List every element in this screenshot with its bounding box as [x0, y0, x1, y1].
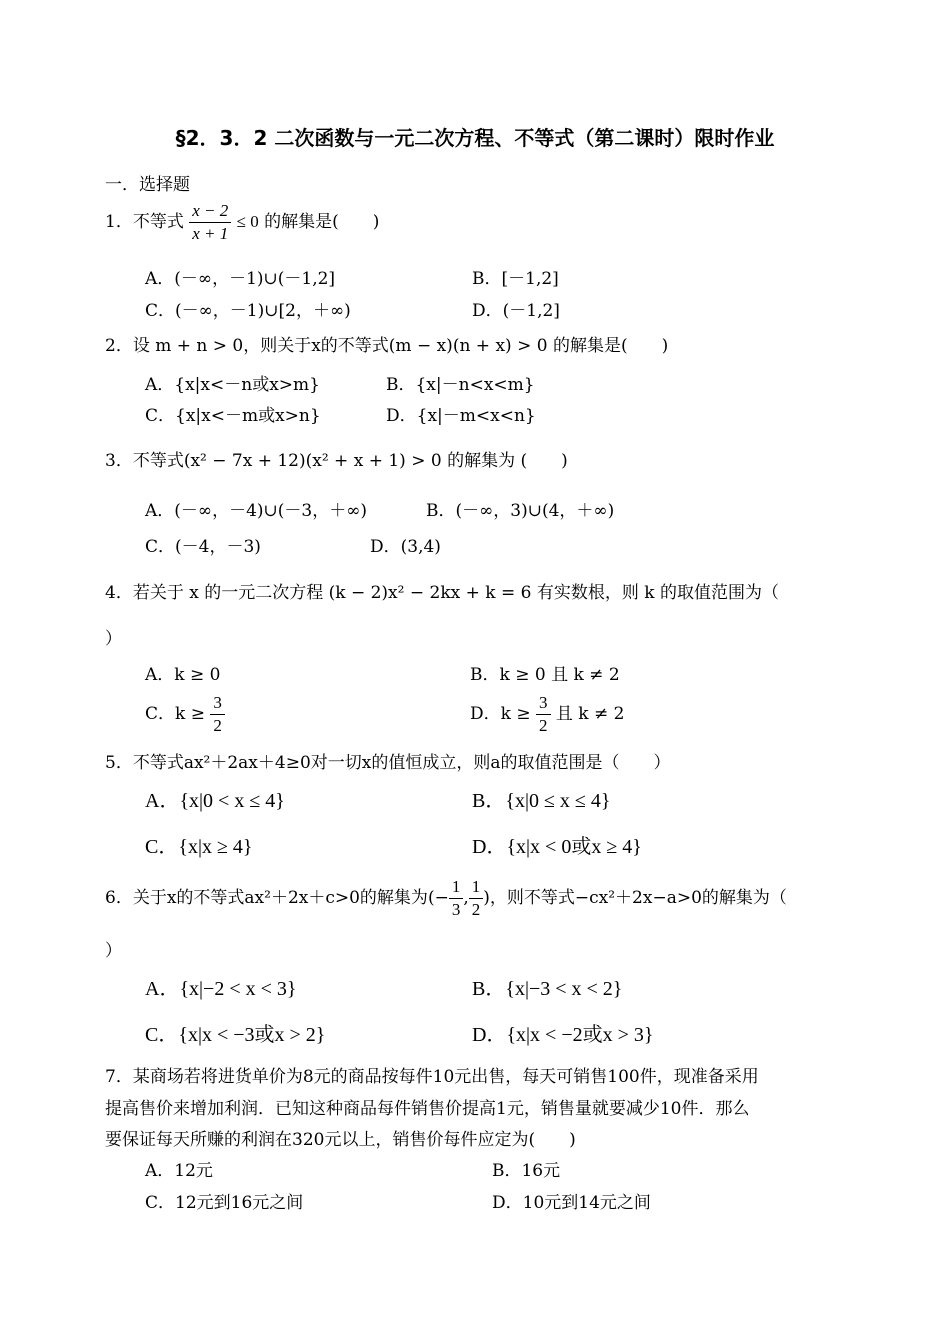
- q6-suffix: ，则不等式−cx²＋2x−a>0的解集为（: [489, 888, 787, 908]
- q6-f1-num: 1: [449, 876, 464, 899]
- q6-interval-open: (−: [427, 888, 449, 908]
- q6-fraction-2: [469, 876, 484, 921]
- q4-c-prefix: C．k ≥: [145, 704, 205, 724]
- q1-suffix: 的解集是( ): [264, 212, 380, 232]
- q7-option-b: B．16元: [492, 1161, 561, 1181]
- q5-option-b: B．{x|0 ≤ x ≤ 4}: [472, 790, 611, 812]
- page-title: §2．3．2 二次函数与一元二次方程、不等式（第二课时）限时作业: [175, 126, 775, 150]
- q6-option-c: C．{x|x < −3或x > 2}: [145, 1024, 326, 1046]
- q4-option-b: B．k ≥ 0 且 k ≠ 2: [470, 665, 620, 685]
- q2-option-b: B．{x|－n<x<m}: [386, 375, 535, 395]
- q1-prefix: 1．不等式: [105, 212, 184, 232]
- q7-option-c: C．12元到16元之间: [145, 1193, 304, 1213]
- q1-frac-den: x + 1: [192, 224, 229, 243]
- q4-d-den: 2: [539, 716, 548, 735]
- q7-option-a: A．12元: [145, 1161, 213, 1181]
- q5-option-a: A．{x|0 < x ≤ 4}: [145, 790, 285, 812]
- q6-f2-num: 1: [469, 876, 484, 899]
- q4-d-fraction: [536, 692, 551, 737]
- q4-option-c: [145, 692, 225, 737]
- q1-frac-num: x − 2: [189, 200, 231, 223]
- question-2-stem: 2．设 m + n > 0，则关于x的不等式(m − x)(n + x) > 0 的解集是( ): [105, 336, 669, 356]
- q4-d-suffix: 且 k ≠ 2: [555, 704, 625, 724]
- q4-option-a: A．k ≥ 0: [145, 665, 221, 685]
- q2-option-a: A．{x|x<－n或x>m}: [145, 375, 320, 395]
- q6-fraction-1: [449, 876, 464, 921]
- q1-option-d: D．(－1,2]: [472, 301, 560, 321]
- q3-option-a: A．(－∞，－4)∪(－3，＋∞): [145, 501, 368, 521]
- q3-option-d: D．(3,4): [370, 537, 441, 557]
- q4-d-prefix: D．k ≥: [470, 704, 531, 724]
- q3-option-c: C．(－4，－3): [145, 537, 261, 557]
- q4-c-num: 3: [210, 692, 225, 715]
- q4-d-num: 3: [536, 692, 551, 715]
- q2-option-c: C．{x|x<－m或x>n}: [145, 406, 321, 426]
- question-5-stem: 5．不等式ax²＋2ax＋4≥0对一切x的值恒成立，则a的取值范围是（ ）: [105, 753, 671, 773]
- question-4-stem: 4．若关于 x 的一元二次方程 (k − 2)x² − 2kx + k = 6 有实数根，则 k 的取值范围为（: [105, 583, 779, 603]
- q6-sep: ,: [463, 888, 469, 908]
- q6-f1-den: 3: [451, 900, 461, 919]
- q6-option-a: A．{x|−2 < x < 3}: [145, 978, 297, 1000]
- q7-option-d: D．10元到14元之间: [492, 1193, 651, 1213]
- q2-option-d: D．{x|－m<x<n}: [386, 406, 536, 426]
- q5-option-d: D．{x|x < 0或x ≥ 4}: [472, 836, 642, 858]
- question-6-stem-cont: ）: [105, 941, 122, 961]
- q6-f2-den: 2: [471, 900, 481, 919]
- q6-interval-close: ): [483, 888, 490, 908]
- q1-fraction: [189, 200, 231, 245]
- q3-option-b: B．(－∞，3)∪(4，＋∞): [426, 501, 615, 521]
- q4-c-fraction: [210, 692, 225, 737]
- section-heading: 一．选择题: [105, 175, 190, 195]
- question-4-stem-cont: ）: [105, 629, 122, 649]
- q6-option-d: D．{x|x < −2或x > 3}: [472, 1024, 654, 1046]
- q4-option-d: [470, 692, 624, 737]
- q5-option-c: C．{x|x ≥ 4}: [145, 836, 253, 858]
- question-3-stem: 3．不等式(x² − 7x + 12)(x² + x + 1) > 0 的解集为 ( ): [105, 451, 568, 471]
- q6-prefix: 6．关于x的不等式ax²＋2x＋c>0的解集为: [105, 888, 428, 908]
- question-1-stem: [105, 200, 379, 245]
- question-6-stem: [105, 876, 787, 921]
- q4-c-den: 2: [213, 716, 222, 735]
- question-7-line-2: 提高售价来增加利润．已知这种商品每件销售价提高1元，销售量就要减少10件．那么: [105, 1099, 750, 1119]
- question-7-line-3: 要保证每天所赚的利润在320元以上，销售价每件应定为( ): [105, 1130, 576, 1150]
- question-7-line-1: 7．某商场若将进货单价为8元的商品按每件10元出售，每天可销售100件，现准备采用: [105, 1067, 759, 1087]
- q6-option-b: B．{x|−3 < x < 2}: [472, 978, 623, 1000]
- q1-option-a: A．(－∞，－1)∪(－1,2]: [145, 269, 336, 289]
- q1-relation: ≤ 0: [236, 212, 259, 231]
- q1-option-c: C．(－∞，－1)∪[2，＋∞): [145, 301, 351, 321]
- q1-option-b: B．[－1,2]: [472, 269, 559, 289]
